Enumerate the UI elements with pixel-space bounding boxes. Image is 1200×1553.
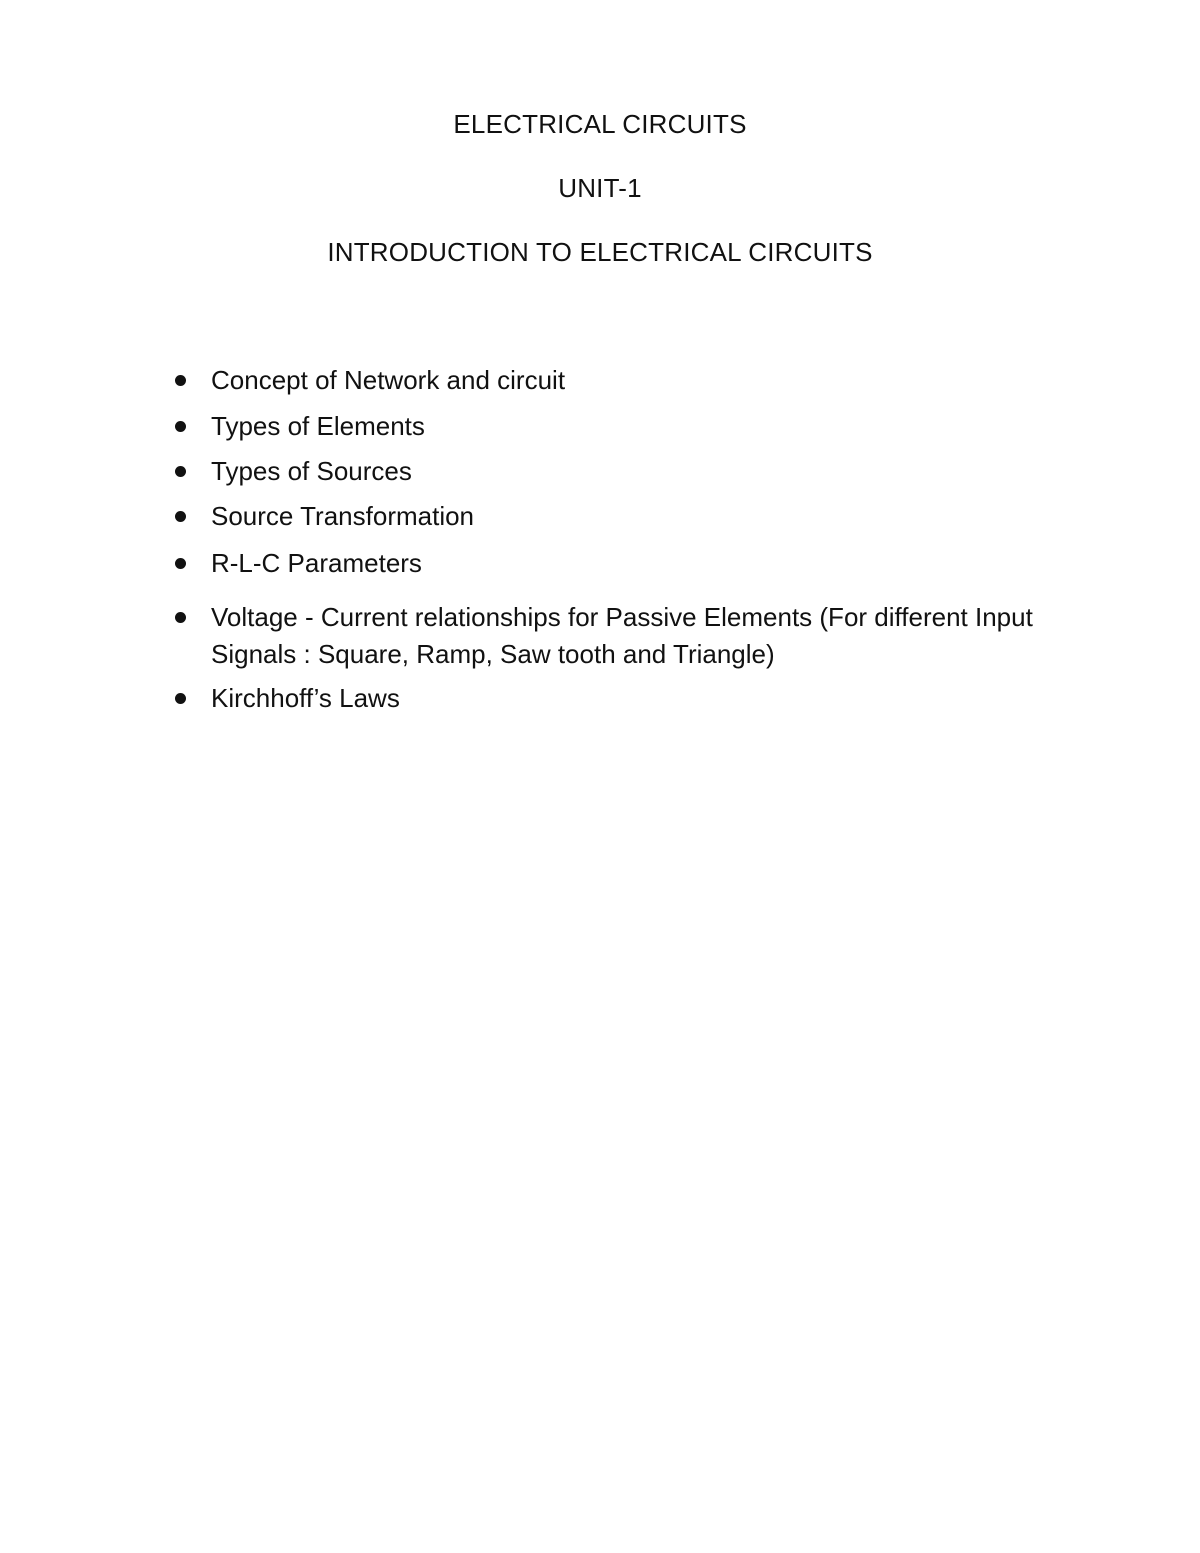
unit-title: INTRODUCTION TO ELECTRICAL CIRCUITS [327, 237, 873, 267]
bullet-icon [175, 612, 186, 623]
topic-text: Types of Sources [211, 456, 412, 486]
unit-label: UNIT-1 [558, 173, 642, 203]
bullet-icon [175, 693, 186, 704]
topic-text: Types of Elements [211, 411, 425, 441]
bullet-icon [175, 558, 186, 569]
bullet-icon [175, 511, 186, 522]
topic-text: R-L-C Parameters [211, 548, 422, 578]
topic-text: Voltage - Current relationships for Passive Elements (For different Input Signals : Square, Ramp, Saw tooth and Triangle) [211, 602, 1033, 669]
bullet-icon [175, 375, 186, 386]
bullet-icon [175, 421, 186, 432]
topic-text: Source Transformation [211, 501, 475, 531]
topic-text: Concept of Network and circuit [211, 365, 566, 395]
bullet-icon [175, 466, 186, 477]
document-title: ELECTRICAL CIRCUITS [453, 109, 747, 139]
topic-text: Kirchhoff’s Laws [211, 683, 400, 713]
